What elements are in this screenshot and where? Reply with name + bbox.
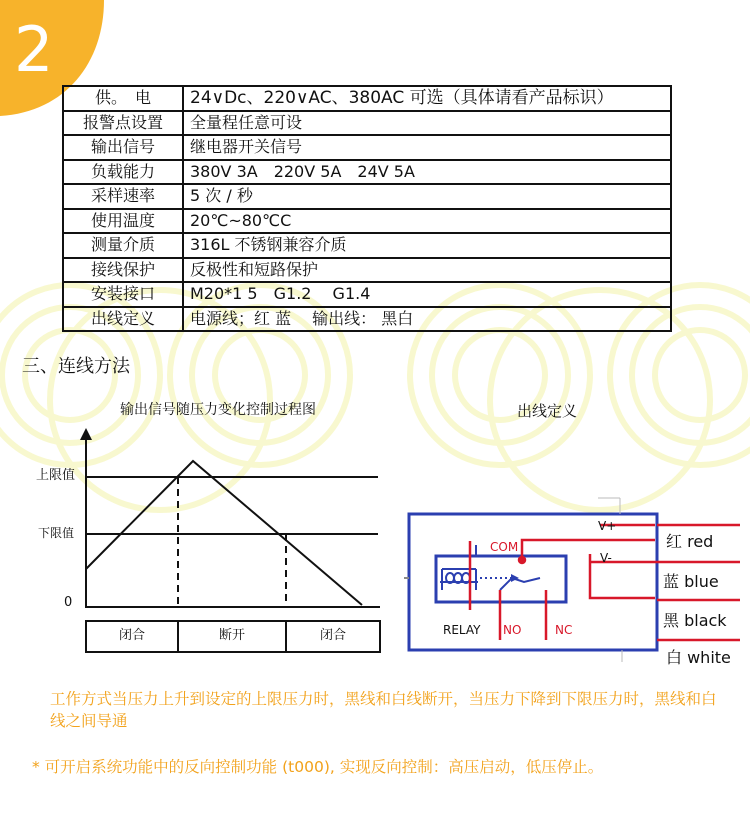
relay-contact bbox=[500, 578, 540, 590]
spec-label: 供。 电 bbox=[63, 86, 183, 111]
spec-label: 负载能力 bbox=[63, 160, 183, 185]
spec-value: 继电器开关信号 bbox=[183, 135, 671, 160]
wire-label-black: 黑 black bbox=[663, 611, 727, 630]
state-label-open: 断开 bbox=[218, 628, 245, 643]
zero-label: 0 bbox=[64, 595, 73, 610]
operation-note: 工作方式当压力上升到设定的上限压力时，黑线和白线断开，当压力下降到下限压力时，黑线和白线之间导通 bbox=[50, 690, 717, 730]
wire-label-white: 白 white bbox=[666, 648, 731, 667]
spec-value: M20*1 5 G1.2 G1.4 bbox=[183, 282, 671, 307]
wiring-title: 出线定义 bbox=[517, 402, 578, 420]
com-label: COM bbox=[490, 540, 519, 554]
spec-label: 测量介质 bbox=[63, 233, 183, 258]
wire-label-blue: 蓝 blue bbox=[663, 572, 719, 591]
state-label-closed-2: 闭合 bbox=[319, 628, 346, 643]
spec-label: 采样速率 bbox=[63, 184, 183, 209]
spec-label: 出线定义 bbox=[63, 307, 183, 332]
spec-label: 接线保护 bbox=[63, 258, 183, 283]
spec-value: 5 次 / 秒 bbox=[183, 184, 671, 209]
vplus-label: V+ bbox=[598, 519, 617, 533]
spec-label: 使用温度 bbox=[63, 209, 183, 234]
state-label-closed-1: 闭合 bbox=[118, 628, 145, 643]
spec-label: 报警点设置 bbox=[63, 111, 183, 136]
spec-label: 输出信号 bbox=[63, 135, 183, 160]
spec-value: 反极性和短路保护 bbox=[183, 258, 671, 283]
spec-value: 316L 不锈钢兼容介质 bbox=[183, 233, 671, 258]
reverse-control-note: * 可开启系统功能中的反向控制功能 (t000), 实现反向控制：高压启动，低压停止。 bbox=[32, 758, 604, 776]
y-axis-arrow bbox=[80, 428, 92, 440]
spec-value: 20℃~80℃C bbox=[183, 209, 671, 234]
wire-label-red: 红 red bbox=[666, 532, 714, 551]
relay-coil bbox=[440, 569, 478, 590]
lower-limit-label: 下限值 bbox=[38, 526, 75, 540]
no-label: NO bbox=[503, 623, 522, 637]
spec-value: 全量程任意可设 bbox=[183, 111, 671, 136]
spec-value: 380V 3A 220V 5A 24V 5A bbox=[183, 160, 671, 185]
spec-value: 电源线；红 蓝 输出线： 黑白 bbox=[183, 307, 671, 332]
section-number: 2 bbox=[14, 13, 54, 86]
section-title: 三、连线方法 bbox=[22, 356, 130, 377]
relay-label: RELAY bbox=[443, 623, 481, 637]
upper-limit-label: 上限值 bbox=[36, 468, 76, 483]
nc-label: NC bbox=[555, 623, 573, 637]
spec-value: 24∨Dc、220∨AC、380AC 可选（具体请看产品标识） bbox=[183, 86, 671, 111]
vminus-label: V- bbox=[600, 551, 612, 565]
pressure-chart-title: 输出信号随压力变化控制过程图 bbox=[120, 402, 316, 418]
spec-label: 安装接口 bbox=[63, 282, 183, 307]
